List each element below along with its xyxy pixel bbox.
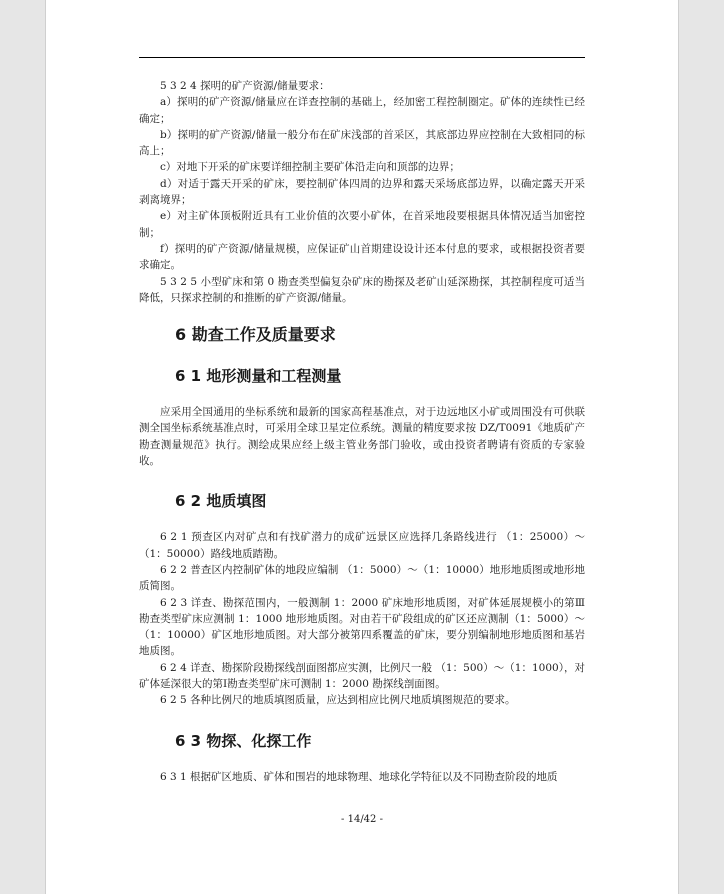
paragraph: 应采用全国通用的坐标系统和最新的国家高程基准点，对于边远地区小矿或周围没有可供联测全国坐标系统基准点时，可采用全球卫星定位系统。测量的精度要求按 DZ/T0091《地质矿产勘查测量规范》执行。测绘成果应经上级主管业务部门验收，或由投资者聘请有资质的专家验收。: [139, 406, 585, 468]
chapter-title: 6 勘查工作及质量要求: [175, 325, 336, 345]
paragraph: b）探明的矿产资源/储量一般分布在矿床浅部的首采区，其底部边界应控制在大致相同的标高上；: [139, 128, 585, 158]
paragraph: 6 2 2 普查区内控制矿体的地段应编制 （1：5000）～（1：10000）地形地质图或地形地质简图。: [139, 563, 585, 593]
paragraph: 5 3 2 5 小型矿床和第 0 勘查类型偏复杂矿床的勘探及老矿山延深勘探，其控制程度可适当降低，只探求控制的和推断的矿产资源/储量。: [139, 275, 585, 304]
paragraph: 6 2 5 各种比例尺的地质填图质量，应达到相应比例尺地质填图规范的要求。: [160, 694, 516, 707]
paragraph: 6 2 4 详查、勘探阶段勘探线剖面图都应实测，比例尺一般 （1：500）～（1：1000），对矿体延深很大的第Ⅰ勘查类型矿床可测制 1：2000 勘探线剖面图。: [139, 661, 585, 691]
section-title: 6 3 物探、化探工作: [175, 731, 312, 750]
paragraph: 6 2 1 预查区内对矿点和有找矿潜力的成矿远景区应选择几条路线进行 （1：25000）～（1：50000）路线地质踏勘。: [139, 531, 585, 560]
header-rule: [139, 57, 585, 58]
paragraph: a）探明的矿产资源/储量应在详查控制的基础上，经加密工程控制圈定。矿体的连续性已经确定；: [139, 96, 585, 125]
paragraph: 6 3 1 根据矿区地质、矿体和围岩的地球物理、地球化学特征以及不同勘查阶段的地质: [160, 770, 558, 783]
page-content: [139, 78, 585, 785]
paragraph: f）探明的矿产资源/储量规模，应保证矿山首期建设设计还本付息的要求，或根据投资者要求确定。: [139, 242, 585, 272]
section-title: 6 2 地质填图: [175, 492, 267, 511]
paragraph: d）对适于露天开采的矿床，要控制矿体四周的边界和露天采场底部边界，以确定露天开采剥离境界；: [139, 177, 585, 207]
paragraph: 6 2 3 详查、勘探范围内，一般测制 1：2000 矿床地形地质图，对矿体延展规模小的第Ⅲ勘查类型矿床应测制 1：1000 地形地质图。对由若干矿段组成的矿区还应测制（1：5000）～（1：10000）矿区地形地质图。对大部分被第四系覆盖的矿床，要分别编制地形地质图和基岩地质图。: [139, 596, 585, 658]
section-title: 6 1 地形测量和工程测量: [175, 367, 342, 386]
paragraph: e）对主矿体顶板附近具有工业价值的次要小矿体，在首采地段要根据具体情况适当加密控制；: [139, 210, 585, 239]
paragraph: c）对地下开采的矿床要详细控制主要矿体沿走向和顶部的边界；: [160, 161, 460, 174]
page-number: - 14/42 -: [341, 814, 383, 825]
paragraph: 5 3 2 4 探明的矿产资源/储量要求：: [160, 80, 330, 92]
